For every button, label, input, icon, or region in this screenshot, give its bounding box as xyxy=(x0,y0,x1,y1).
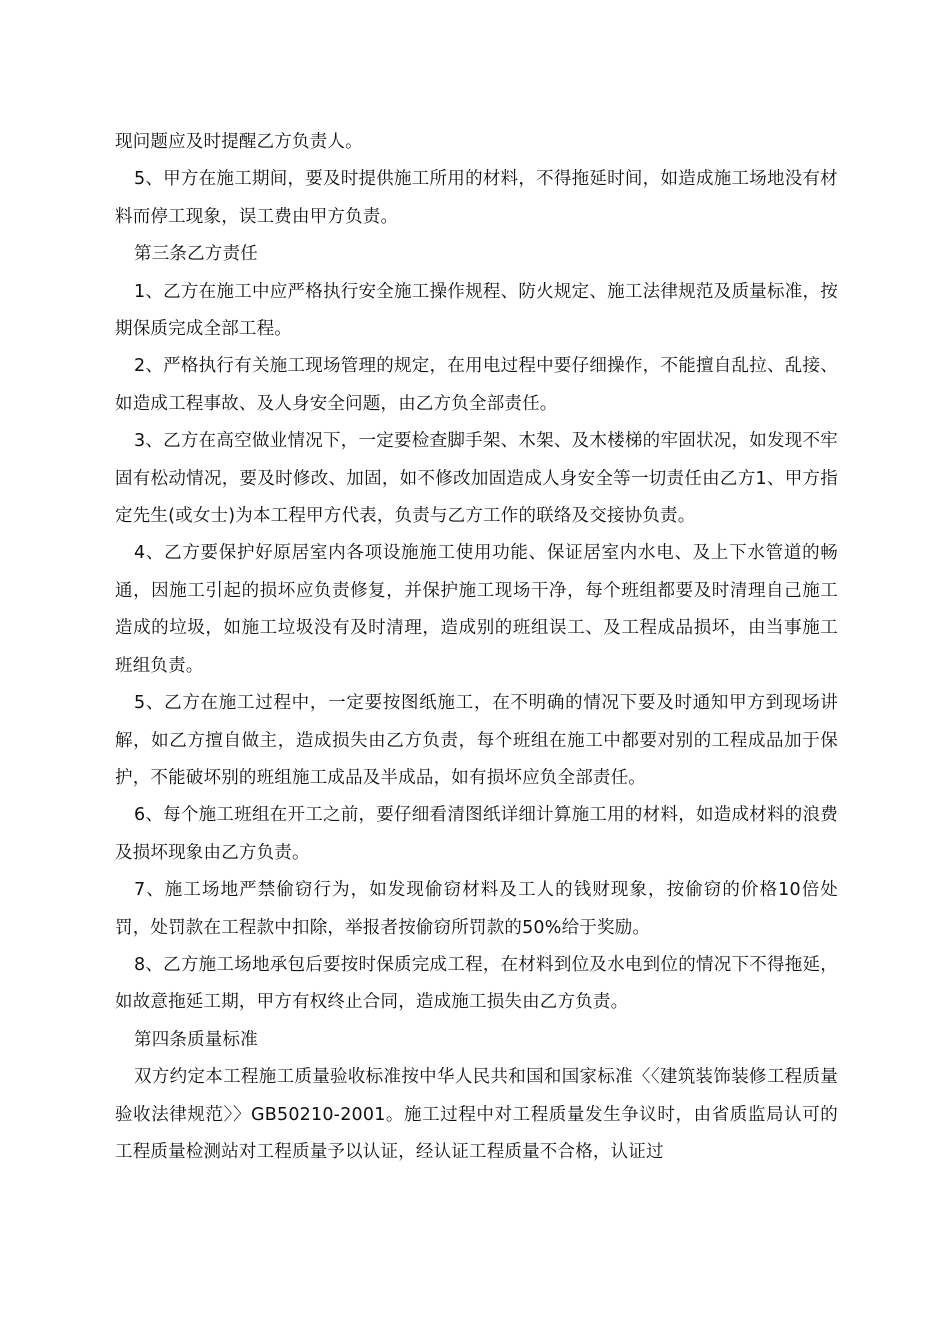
paragraph-clause-b8: 8、乙方施工场地承包后要按时保质完成工程，在材料到位及水电到位的情况下不得拖延，如故意拖延工期，甲方有权终止合同，造成施工损失由乙方负责。 xyxy=(115,954,838,1013)
paragraph-clause-b7: 7、施工场地严禁偷窃行为，如发现偷窃材料及工人的钱财现象，按偷窃的价格10倍处罚，处罚款在工程款中扣除，举报者按偷窃所罚款的50%给于奖励。 xyxy=(115,880,838,938)
paragraph-clause-a5: 5、甲方在施工期间，要及时提供施工所用的材料，不得拖延时间，如造成施工场地没有材料而停工现象，误工费由甲方负责。 xyxy=(115,169,838,227)
paragraph-clause-b6: 6、每个施工班组在开工之前，要仔细看清图纸详细计算施工用的材料，如造成材料的浪费及损坏现象由乙方负责。 xyxy=(115,805,838,863)
paragraph-clause-b3: 3、乙方在高空做业情况下，一定要检查脚手架、木架、及木楼梯的牢固状况，如发现不牢固有松动情况，要及时修改、加固，如不修改加固造成人身安全等一切责任由乙方1、甲方指定先生(或女士)为本工程甲方代表，负责与乙方工作的联络及交接协负责。 xyxy=(115,431,838,527)
section-heading-article-3: 第三条乙方责任 xyxy=(134,244,258,265)
document-page xyxy=(115,124,838,1171)
paragraph-continuation: 现问题应及时提醒乙方负责人。 xyxy=(115,132,363,152)
paragraph-clause-b4: 4、乙方要保护好原居室内各项设施施工使用功能、保证居室内水电、及上下水管道的畅通，因施工引起的损坏应负责修复，并保护施工现场干净，每个班组都要及时清理自己施工造成的垃圾，如施工垃圾没有及时清理，造成别的班组误工、及工程成品损坏，由当事施工班组负责。 xyxy=(115,543,838,676)
paragraph-clause-b5: 5、乙方在施工过程中，一定要按图纸施工，在不明确的情况下要及时通知甲方到现场讲解，如乙方擅自做主，造成损失由乙方负责，每个班组在施工中都要对别的工程成品加于保护，不能破坏别的班组施工成品及半成品，如有损坏应负全部责任。 xyxy=(115,693,838,788)
paragraph-clause-b2: 2、严格执行有关施工现场管理的规定，在用电过程中要仔细操作，不能擅自乱拉、乱接、如造成工程事故、及人身安全问题，由乙方负全部责任。 xyxy=(115,356,838,414)
section-heading-article-4: 第四条质量标准 xyxy=(134,1029,258,1050)
paragraph-quality-standard: 双方约定本工程施工质量验收标准按中华人民共和国和国家标准〈〈建筑装饰装修工程质量验收法律规范〉〉GB50210-2001。施工过程中对工程质量发生争议时，由省质监局认可的工程质量检测站对工程质量予以认证，经认证工程质量不合格，认证过 xyxy=(115,1067,838,1162)
paragraph-clause-b1: 1、乙方在施工中应严格执行安全施工操作规程、防火规定、施工法律规范及质量标准，按期保质完成全部工程。 xyxy=(115,281,838,340)
